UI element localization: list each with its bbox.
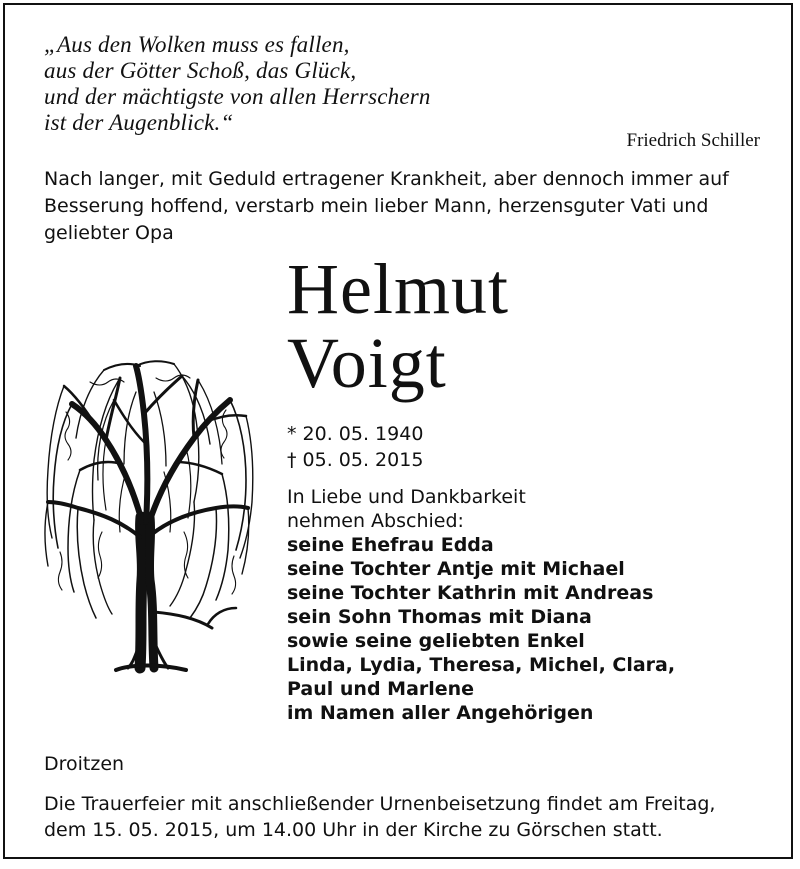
last-name: Voigt: [287, 323, 447, 403]
mourner-line: seine Tochter Kathrin mit Andreas: [287, 582, 654, 604]
intro-line: geliebter Opa: [44, 222, 174, 244]
quote-line: ist der Augenblick.“: [44, 110, 234, 135]
intro-text: [44, 166, 764, 247]
deceased-name: [287, 249, 509, 403]
mourner-line: im Namen aller Angehörigen: [287, 702, 594, 724]
mourner-line: sowie seine geliebten Enkel: [287, 630, 585, 652]
service-line: dem 15. 05. 2015, um 14.00 Uhr in der Kirche zu Görschen statt.: [44, 819, 663, 841]
funeral-service-notice: [44, 791, 715, 843]
weeping-willow-tree-icon: [36, 352, 258, 674]
mourner-line: Linda, Lydia, Theresa, Michel, Clara,: [287, 654, 676, 676]
mourner-line: seine Ehefrau Edda: [287, 534, 494, 556]
intro-line: Nach langer, mit Geduld ertragener Krankheit, aber dennoch immer auf: [44, 168, 729, 190]
quote-line: und der mächtigste von allen Herrschern: [44, 84, 431, 109]
place-name: Droitzen: [44, 753, 125, 775]
birth-date: * 20. 05. 1940: [287, 423, 424, 445]
mourner-line: seine Tochter Antje mit Michael: [287, 558, 625, 580]
mourner-line: sein Sohn Thomas mit Diana: [287, 606, 592, 628]
mourners-list: [287, 485, 675, 725]
death-date: † 05. 05. 2015: [287, 449, 424, 471]
mourners-intro-line: nehmen Abschied:: [287, 510, 464, 532]
quote-line: aus der Götter Schoß, das Glück,: [44, 58, 357, 83]
schiller-quote: [44, 32, 564, 136]
service-line: Die Trauerfeier mit anschließender Urnenbeisetzung findet am Freitag,: [44, 793, 716, 815]
mourners-intro-line: In Liebe und Dankbarkeit: [287, 486, 526, 508]
quote-line: „Aus den Wolken muss es fallen,: [44, 32, 350, 57]
first-name: Helmut: [287, 249, 509, 329]
life-dates: [287, 421, 423, 473]
quote-author: Friedrich Schiller: [626, 130, 760, 151]
intro-line: Besserung hoffend, verstarb mein lieber Mann, herzensguter Vati und: [44, 195, 709, 217]
mourner-line: Paul und Marlene: [287, 678, 475, 700]
